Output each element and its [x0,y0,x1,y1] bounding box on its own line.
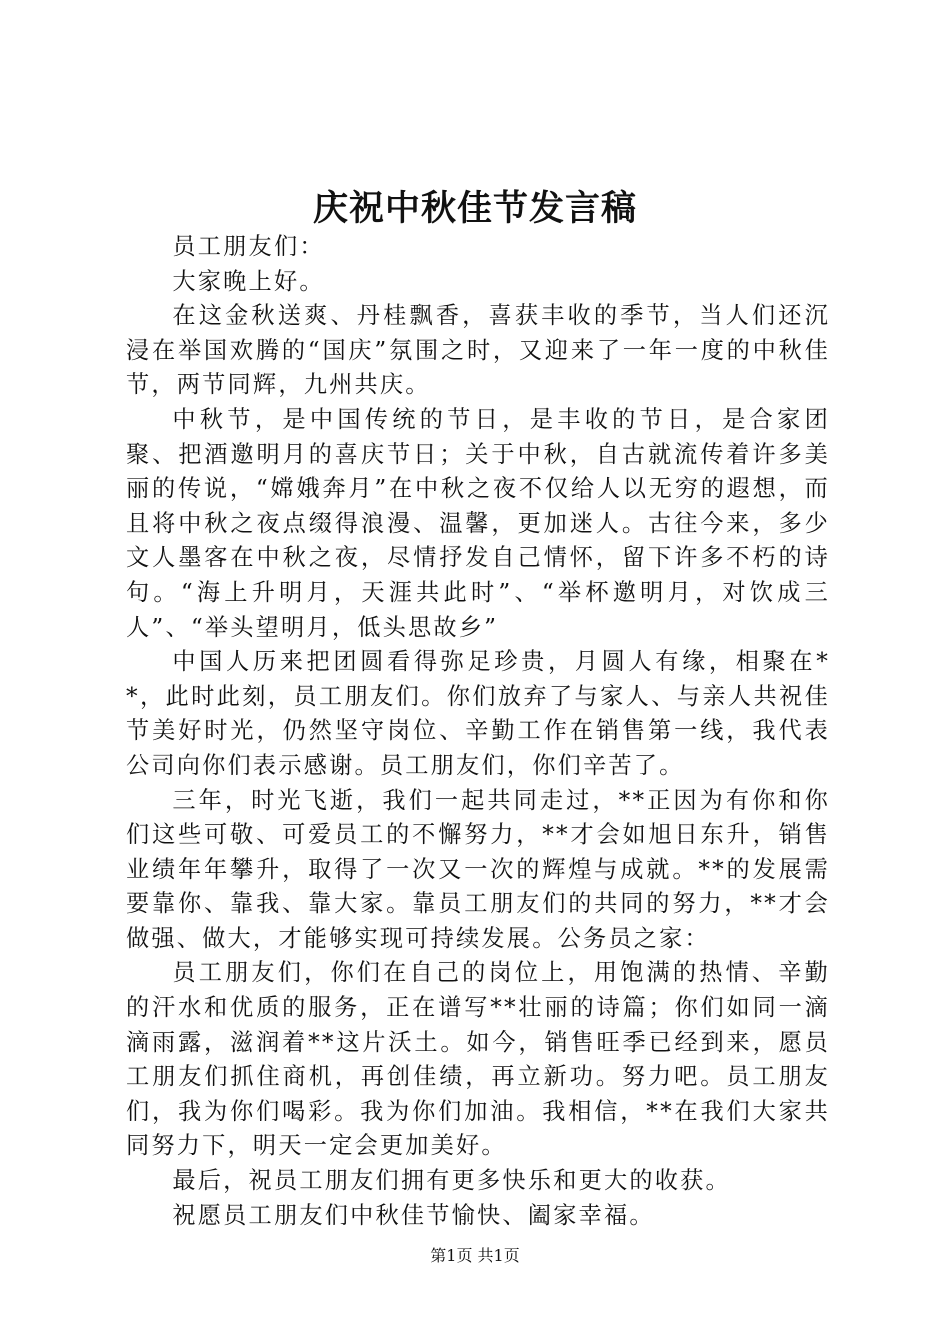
paragraph: 在这金秋送爽、丹桂飘香，喜获丰收的季节，当人们还沉浸在举国欢腾的“国庆”氛围之时，又迎来了一年一度的中秋佳节，两节同辉，九州共庆。 [126,302,830,399]
paragraph: 员工朋友们，你们在自己的岗位上，用饱满的热情、辛勤的汗水和优质的服务，正在谱写**壮丽的诗篇；你们如同一滴滴雨露，滋润着**这片沃土。如今，销售旺季已经到来，愿员工朋友们抓住商机，再创佳绩，再立新功。努力吧。员工朋友们，我为你们喝彩。我为你们加油。我相信，**在我们大家共同努力下，明天一定会更加美好。 [126,959,830,1160]
paragraph-greeting: 大家晚上好。 [172,267,325,295]
paragraph-wishes: 祝愿员工朋友们中秋佳节愉快、阖家幸福。 [172,1201,655,1229]
page-footer: 第1页 共1页 [430,1246,520,1265]
paragraph: 三年，时光飞逝，我们一起共同走过，**正因为有你和你们这些可敬、可爱员工的不懈努力，**才会如旭日东升，销售业绩年年攀升，取得了一次又一次的辉煌与成就。**的发展需要靠你、靠我、靠大家。靠员工朋友们的共同的努力，**才会做强、做大，才能够实现可持续发展。公务员之家： [126,786,830,952]
paragraph-closing: 最后，祝员工朋友们拥有更多快乐和更大的收获。 [172,1167,731,1195]
document-body [126,230,830,1233]
page-title: 庆祝中秋佳节发言稿 [312,188,637,229]
paragraph-salutation: 员工朋友们： [172,233,325,260]
paragraph: 中秋节，是中国传统的节日，是丰收的节日，是合家团聚、把酒邀明月的喜庆节日；关于中秋，自古就流传着许多美丽的传说，“嫦娥奔月”在中秋之夜不仅给人以无穷的遐想，而且将中秋之夜点缀得浪漫、温馨，更加迷人。古往今来，多少文人墨客在中秋之夜，尽情抒发自己情怀，留下许多不朽的诗句。“海上升明月，天涯共此时”、“举杯邀明月，对饮成三人”、“举头望明月，低头思故乡” [126,405,830,641]
paragraph: 中国人历来把团圆看得弥足珍贵，月圆人有缘，相聚在**，此时此刻，员工朋友们。你们放弃了与家人、与亲人共祝佳节美好时光，仍然坚守岗位、辛勤工作在销售第一线，我代表公司向你们表示感谢。员工朋友们，你们辛苦了。 [126,648,830,779]
